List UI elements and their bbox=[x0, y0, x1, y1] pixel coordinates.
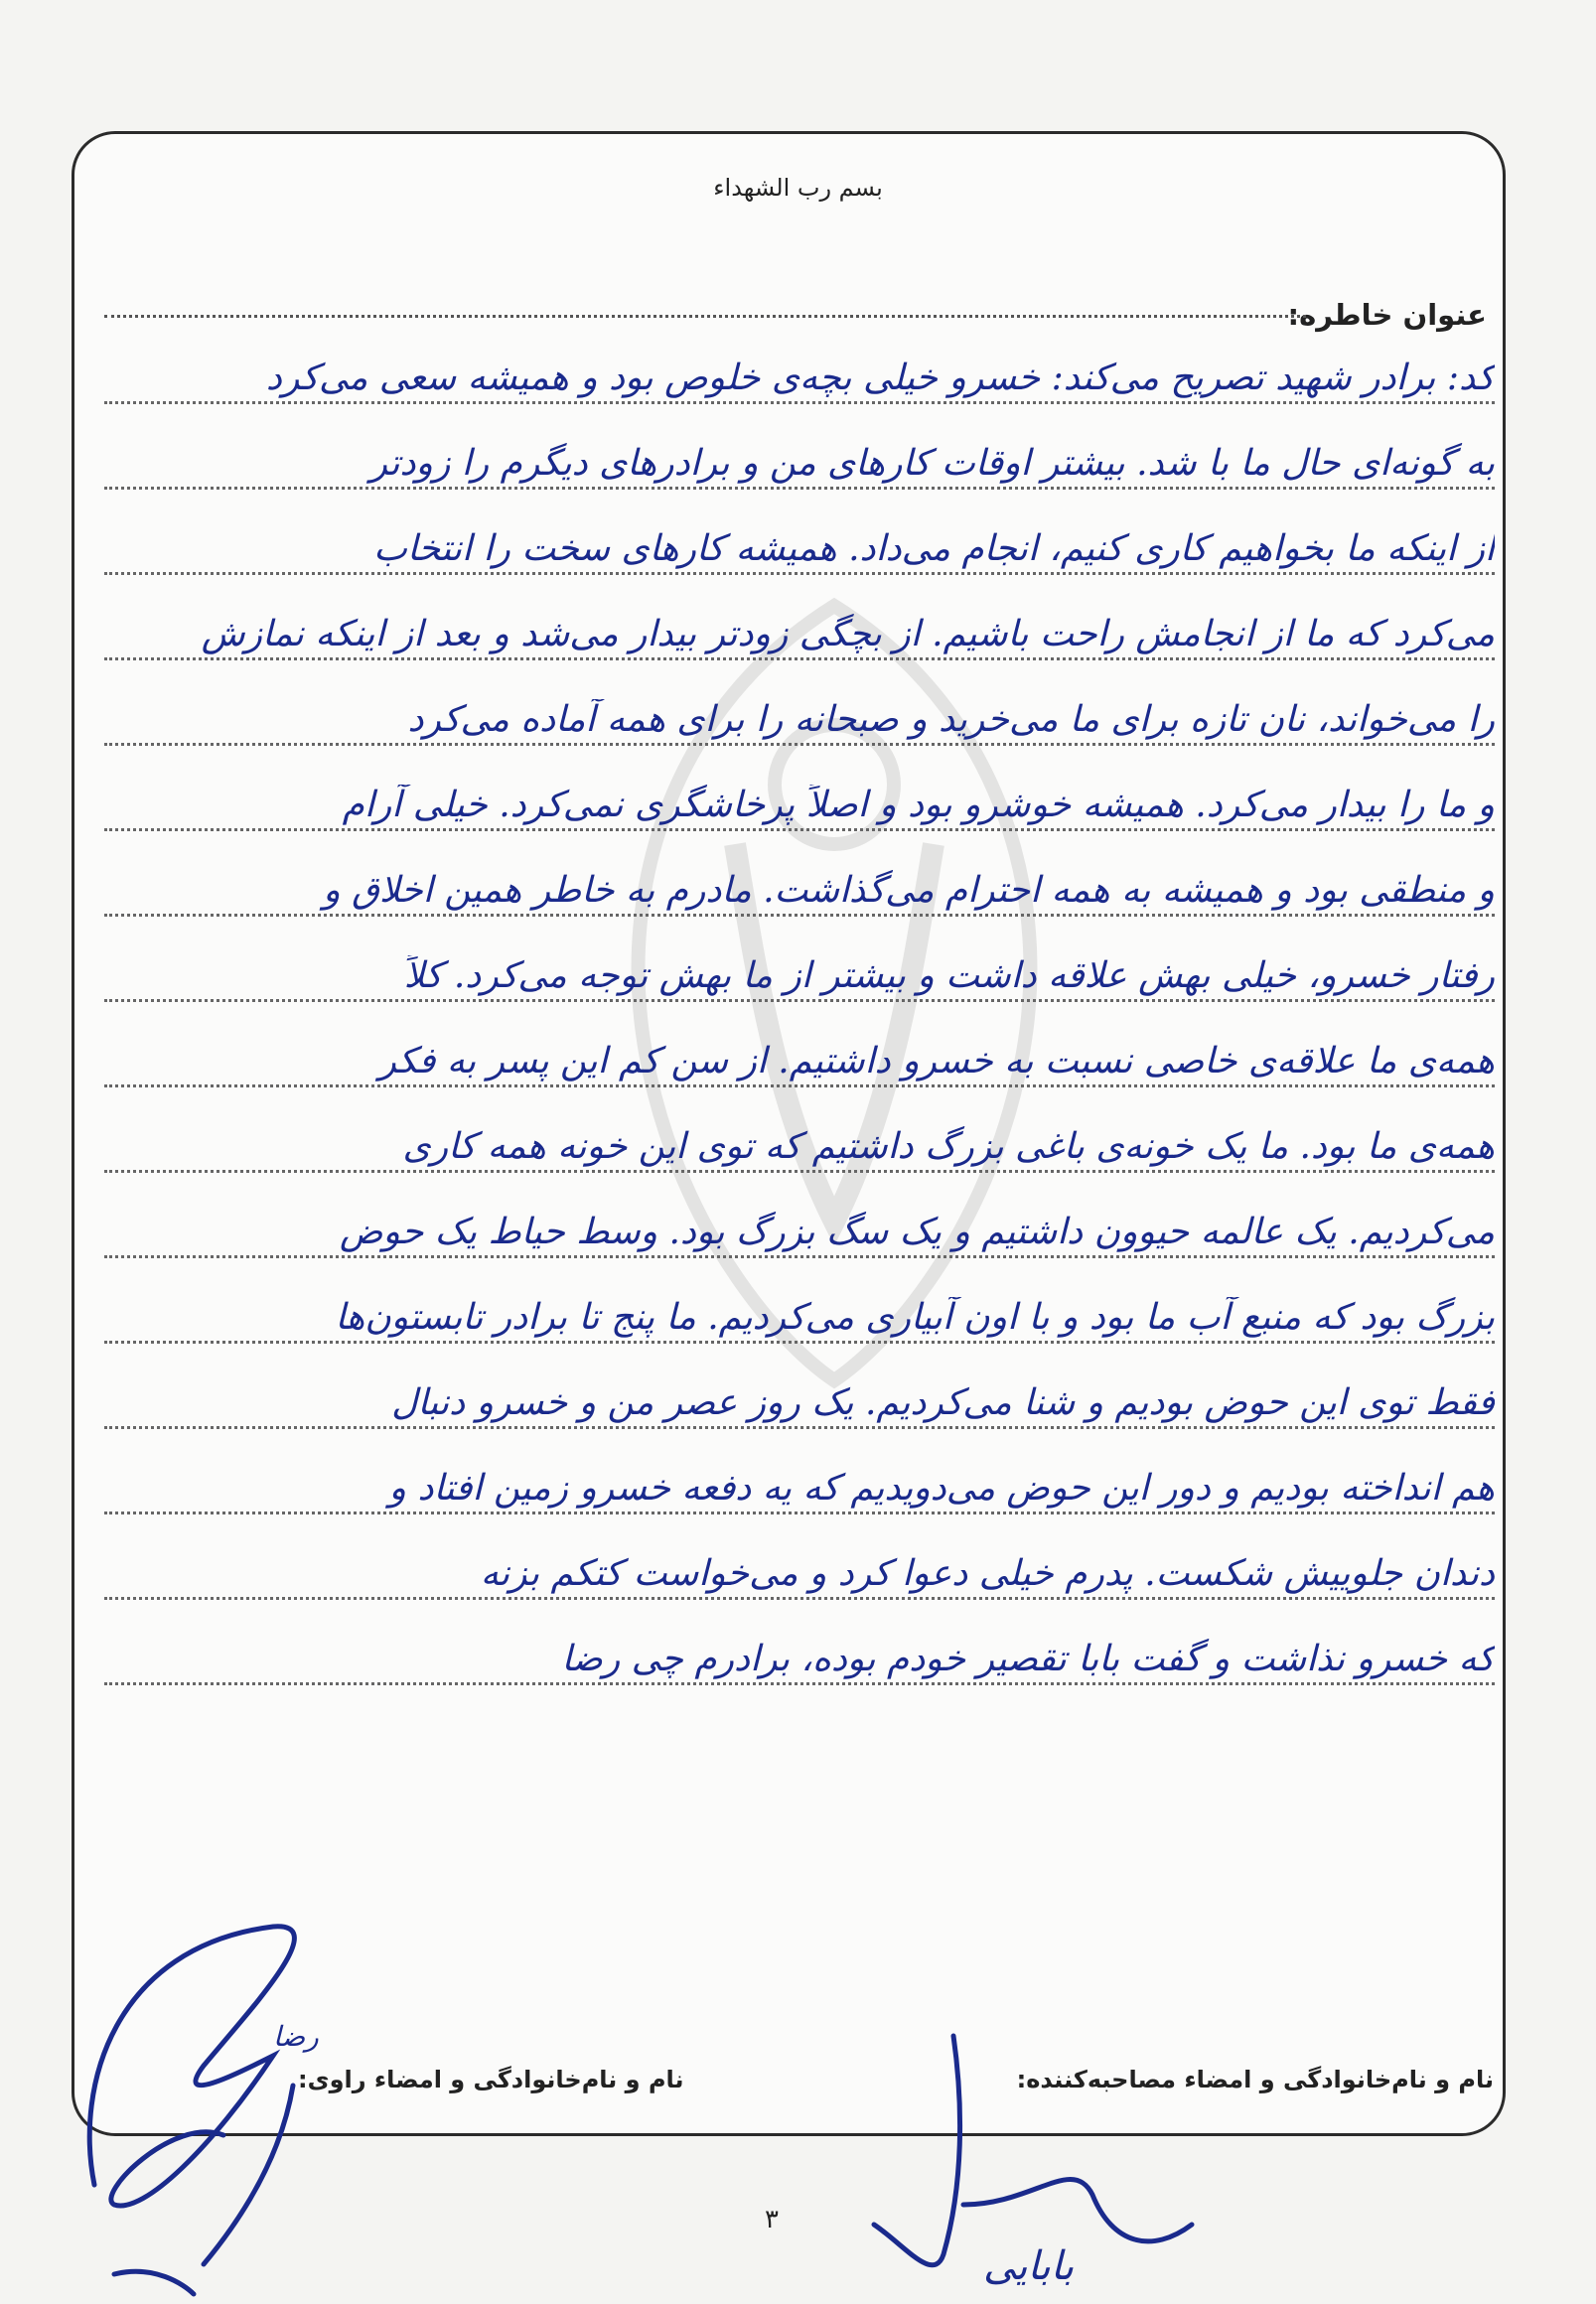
handwritten-line bbox=[104, 1538, 1495, 1608]
handwritten-line bbox=[104, 599, 1495, 668]
handwritten-text: فقط توی این حوض بودیم و شنا می‌کردیم. یک روز عصر من و خسرو دنبال bbox=[391, 1382, 1495, 1423]
handwritten-line bbox=[104, 428, 1495, 498]
handwritten-line bbox=[104, 1368, 1495, 1437]
handwritten-text: همه‌ی ما علاقه‌ی خاصی نسبت به خسرو داشتیم. از سن کم این پسر به فکر bbox=[378, 1041, 1495, 1081]
handwritten-line bbox=[104, 343, 1495, 412]
dotted-rule bbox=[104, 1170, 1495, 1173]
narrator-signature bbox=[55, 1887, 372, 2304]
handwritten-text: می‌کرد که ما از انجامش راحت باشیم. از بچگی زودتر بیدار می‌شد و بعد از اینکه نمازش bbox=[201, 614, 1495, 654]
dotted-rule bbox=[104, 572, 1495, 575]
handwritten-text: را می‌خواند، نان تازه برای ما می‌خرید و صبحانه را برای همه آماده می‌کرد bbox=[407, 699, 1495, 740]
handwritten-text: هم انداخته بودیم و دور این حوض می‌دویدیم که یه دفعه خسرو زمین افتاد و bbox=[388, 1468, 1495, 1509]
handwritten-line bbox=[104, 513, 1495, 583]
handwritten-text: کد: برادر شهید تصریح می‌کند: خسرو خیلی بچه‌ی خلوص بود و همیشه سعی می‌کرد bbox=[265, 358, 1495, 398]
dotted-rule bbox=[104, 1597, 1495, 1600]
handwritten-line bbox=[104, 940, 1495, 1010]
memo-title-dotted-line bbox=[104, 315, 1306, 318]
dotted-rule bbox=[104, 1682, 1495, 1685]
narrator-signature-text: رضا bbox=[273, 2020, 319, 2053]
handwritten-text: رفتار خسرو، خیلی بهش علاقه داشت و بیشتر از ما بهش توجه می‌کرد. کلاً bbox=[403, 955, 1495, 996]
page-heading: بسم رب الشهداء bbox=[713, 174, 883, 202]
dotted-rule bbox=[104, 1084, 1495, 1087]
handwritten-text: و ما را بیدار می‌کرد. همیشه خوشرو بود و اصلاً پرخاشگری نمی‌کرد. خیلی آرام bbox=[342, 785, 1495, 825]
handwritten-line bbox=[104, 1282, 1495, 1352]
handwritten-text: به گونه‌ای حال ما با شد. بیشتر اوقات کارهای من و برادرهای دیگرم را زودتر bbox=[369, 443, 1495, 484]
dotted-rule bbox=[104, 743, 1495, 746]
handwritten-text: همه‌ی ما بود. ما یک خونه‌ی باغی بزرگ داشتیم که توی این خونه همه کاری bbox=[402, 1126, 1495, 1167]
handwritten-text: که خسرو نذاشت و گفت بابا تقصیر خودم بوده، برادرم چی رضا bbox=[561, 1639, 1495, 1679]
interviewer-signature-text: بابایی bbox=[983, 2243, 1075, 2289]
handwritten-line bbox=[104, 1624, 1495, 1693]
dotted-rule bbox=[104, 657, 1495, 660]
handwritten-line bbox=[104, 1111, 1495, 1181]
dotted-rule bbox=[104, 914, 1495, 917]
dotted-rule bbox=[104, 828, 1495, 831]
dotted-rule bbox=[104, 999, 1495, 1002]
dotted-rule bbox=[104, 1255, 1495, 1258]
dotted-rule bbox=[104, 487, 1495, 490]
dotted-rule bbox=[104, 1512, 1495, 1514]
handwritten-text: بزرگ بود که منبع آب ما بود و با اون آبیاری می‌کردیم. ما پنج تا برادر تابستون‌ها bbox=[335, 1297, 1495, 1338]
narrator-signature-label: نام و نام‌خانوادگی و امضاء راوی: bbox=[298, 2066, 684, 2093]
memo-title-label: عنوان خاطره: bbox=[1287, 298, 1487, 332]
handwritten-text: دندان جلوییش شکست. پدرم خیلی دعوا کرد و می‌خواست کتکم بزنه bbox=[480, 1553, 1495, 1594]
interviewer-signature-label: نام و نام‌خانوادگی و امضاء مصاحبه‌کننده: bbox=[1016, 2066, 1494, 2093]
interviewer-signature bbox=[814, 2006, 1232, 2294]
dotted-rule bbox=[104, 1426, 1495, 1429]
handwritten-line bbox=[104, 770, 1495, 839]
page-number: ۳ bbox=[765, 2205, 779, 2234]
handwritten-line bbox=[104, 684, 1495, 754]
dotted-rule bbox=[104, 1341, 1495, 1344]
handwritten-line bbox=[104, 1197, 1495, 1266]
handwritten-line bbox=[104, 1026, 1495, 1095]
handwritten-text: و منطقی بود و همیشه به همه احترام می‌گذاشت. مادرم به خاطر همین اخلاق و bbox=[323, 870, 1495, 911]
handwritten-line bbox=[104, 1453, 1495, 1522]
handwritten-text: از اینکه ما بخواهیم کاری کنیم، انجام می‌داد. همیشه کارهای سخت را انتخاب bbox=[373, 528, 1495, 569]
handwritten-text: می‌کردیم. یک عالمه حیوون داشتیم و یک سگ بزرگ بود. وسط حیاط یک حوض bbox=[339, 1212, 1495, 1252]
dotted-rule bbox=[104, 401, 1495, 404]
handwritten-line bbox=[104, 855, 1495, 925]
